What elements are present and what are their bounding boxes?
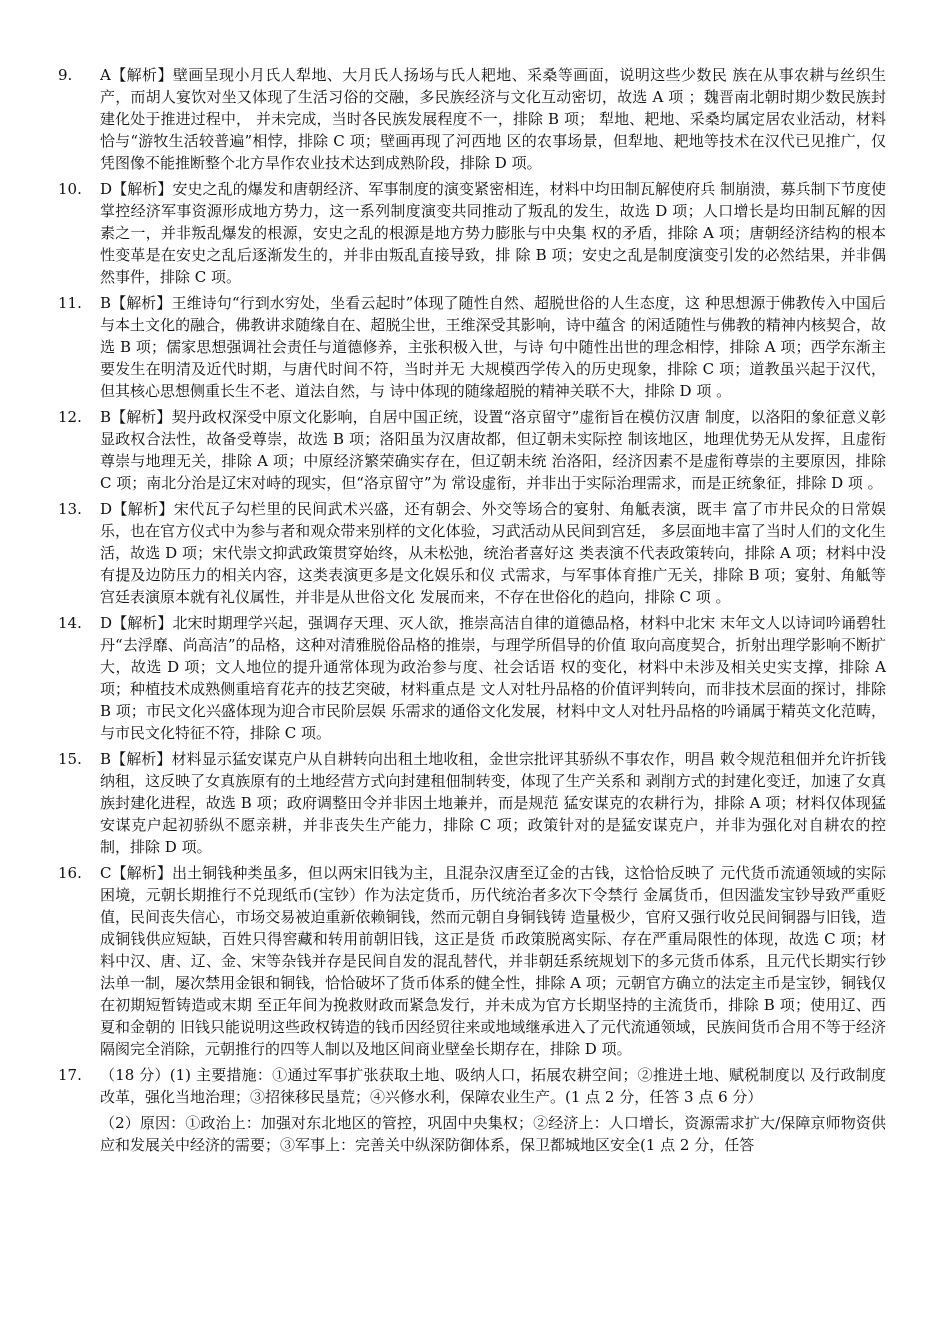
list-item [58, 612, 886, 744]
analysis-text: 契丹政权深受中原文化影响，自居中国正统，设置“洛京留守”虚衔旨在模仿汉唐 制度，以洛阳的象征意义彰显政权合法性，故备受尊崇，故选 B 项；洛阳虽为汉唐故都，但辽朝未实际控 制该地区，地理优势无从发挥，且虚衔尊崇与地理无关，排除 A 项；中原经济繁荣确实存在，但辽朝未统 治洛阳，经济因素不是虚衔尊崇的主要原因，排除 C 项；南北分治是辽宋对峙的现实，但“洛京留守”为 常设虚衔，并非出于实际治理需求，而是正统象征，排除 D 项 。 [100, 408, 886, 492]
analysis-tag: 【解析】 [111, 294, 172, 312]
item-number: 14. [58, 614, 82, 632]
answer-letter: B [100, 408, 112, 426]
analysis-text: 出土铜钱种类虽多，但以两宋旧钱为主，且混杂汉唐至辽金的古钱，这恰恰反映了 元代货币流通领域的实际困境，元朝长期推行不兑现纸币(宝钞）作为法定货币，历代统治者多次下令禁行 金属货币，但因滥发宝钞导致严重贬值，民间丧失信心，市场交易被迫重新依赖铜钱，然而元朝自身铜钱铸 造量极少，官府又强行收兑民间铜器与旧钱，造成铜钱供应短缺，百姓只得窖藏和转用前朝旧钱，这正是货 币政策脱离实际、存在严重局限性的体现，故选 C 项；材料中汉、唐、辽、金、宋等杂钱并存是民间自发的混乱替代，并非朝廷系统规划下的多元货币体系，且元代长期实行钞法单一制，屡次禁用金银和铜钱，恰恰破坏了货币体系的健全性，排除 A 项；元朝官方确立的法定主币是宝钞，铜钱仅在初期短暂铸造或末期 至正年间为挽救财政而紧急发行，并未成为官方长期坚持的主流货币，排除 B 项；使用辽、西夏和金朝的 旧钱只能说明这些政权铸造的钱币因经贸往来或地域继承进入了元代流通领域，民族间货币合用不等于经济 隔阂完全消除，元朝推行的四等人制以及地区间商业壁垒长期存在，排除 D 项。 [100, 864, 886, 1058]
list-item [58, 406, 886, 494]
answer-letter: D [100, 180, 113, 198]
list-item [58, 64, 886, 174]
analysis-tag: 【解析】 [111, 864, 172, 882]
item-number: 11. [58, 294, 82, 312]
list-item [58, 1064, 886, 1108]
list-item [58, 498, 886, 608]
item-17-part-2: （2）原因：①政治上：加强对东北地区的管控，巩固中央集权；②经济上：人口增长，资源需求扩大/保障京师物资供应和发展关中经济的需要；③军事上：完善关中纵深防御体系，保卫都城地区安全(1 点 2 分，任答 [100, 1114, 886, 1154]
item-number: 12. [58, 408, 82, 426]
answer-letter: B [100, 294, 112, 312]
answer-letter: A [100, 66, 111, 84]
answer-explanations [58, 64, 886, 1156]
item-number: 16. [58, 864, 82, 882]
analysis-text: 王维诗句“行到水穷处，坐看云起时”体现了随性自然、超脱世俗的人生态度，这 种思想源于佛教传入中国后与本土文化的融合，佛教讲求随缘自在、超脱尘世，王维深受其影响，诗中蕴含 的闲适随性与佛教的精神内核契合，故选 B 项；儒家思想强调社会责任与道德修养，主张积极入世，与诗 句中随性出世的理念相悖，排除 A 项；西学东渐主要发生在明清及近代时期，与唐代时间不符，当时并无 大规模西学传入的历史现象，排除 C 项；道教虽兴起于汉代，但其核心思想侧重长生不老、道法自然，与 诗中体现的随缘超脱的精神关联不大，排除 D 项 。 [100, 294, 886, 400]
list-item [58, 292, 886, 402]
answer-letter: D [100, 614, 113, 632]
analysis-text: （18 分）(1) 主要措施：①通过军事扩张获取土地、吸纳人口，拓展农耕空间；②推进土地、赋税制度以 及行政制度改革，强化当地治理；③招徕移民垦荒；④兴修水利，保障农业生产。(1 点 2 分，任答 3 点 6 分） [100, 1066, 886, 1106]
analysis-text: 北宋时期理学兴起，强调存天理、灭人欲，推崇高洁自律的道德品格，材料中北宋 末年文人以诗词吟诵碧牡丹“去浮靡、尚高洁”的品格，这种对清雅脱俗品格的推崇，与理学所倡导的价值 取向高度契合，折射出理学影响不断扩大，故选 D 项；文人地位的提升通常体现为政治参与度、社会话语 权的变化，材料中未涉及相关史实支撑，排除 A 项；种植技术成熟侧重培育花卉的技艺突破，材料重点是 文人对牡丹品格的价值评判转向，而非技术层面的探讨，排除 B 项；市民文化兴盛体现为迎合市民阶层娱 乐需求的通俗文化发展，材料中文人对牡丹品格的吟诵属于精英文化范畴，与市民文化特征不符，排除 C 项。 [100, 614, 886, 742]
item-number: 15. [58, 750, 82, 768]
analysis-tag: 【解析】 [111, 408, 172, 426]
item-number: 17. [58, 1066, 82, 1084]
answer-letter: B [100, 750, 112, 768]
analysis-text: 宋代瓦子勾栏里的民间武术兴盛，还有朝会、外交等场合的宴射、角觝表演，既丰 富了市井民众的日常娱乐，也在官方仪式中为参与者和观众带来别样的文化体验，习武活动从民间到宫廷， 多层面地丰富了当时人们的文化生活，故选 D 项；宋代崇文抑武政策贯穿始终，从未松弛，统治者喜好这 类表演不代表政策转向，排除 A 项；材料中没有提及边防压力的相关内容，这类表演更多是文化娱乐和仪 式需求，与军事体育推广无关，排除 B 项；宴射、角觝等宫廷表演原本就有礼仪属性，并非是从世俗文化 发展而来，不存在世俗化的趋向，排除 C 项 。 [100, 500, 886, 606]
analysis-tag: 【解析】 [111, 750, 172, 768]
list-item [58, 862, 886, 1060]
analysis-tag: 【解析】 [112, 500, 174, 518]
answer-letter: D [100, 500, 113, 518]
analysis-tag: 【解析】 [112, 180, 173, 198]
analysis-text: 安史之乱的爆发和唐朝经济、军事制度的演变紧密相连，材料中均田制瓦解使府兵 制崩溃，募兵制下节度使掌控经济军事资源形成地方势力，这一系列制度演变共同推动了叛乱的发生，故选 D 项；人口增长是均田制瓦解的因素之一，并非叛乱爆发的根源，安史之乱的根源是地方势力膨胀与中央集 权的矛盾，排除 A 项；唐朝经济结构的根本性变革是在安史之乱后逐渐发生的，并非由叛乱直接导致，排 除 B 项；安史之乱是制度演变引发的必然结果，并非偶然事件，排除 C 项。 [100, 180, 886, 286]
list-item [58, 178, 886, 288]
answer-letter: C [100, 864, 112, 882]
analysis-tag: 【解析】 [112, 614, 173, 632]
item-number: 10. [58, 180, 82, 198]
item-number: 9. [58, 66, 73, 84]
item-number: 13. [58, 500, 82, 518]
analysis-text: 材料显示猛安谋克户从自耕转向出租土地收租，金世宗批评其骄纵不事农作，明昌 敕令规范租佃并允许折钱纳租，这反映了女真族原有的土地经营方式向封建租佃制转变，体现了生产关系和 剥削方式的封建化变迁，加速了女真族封建化进程，故选 B 项；政府调整田令并非因土地兼并，而是规范 猛安谋克的农耕行为，排除 A 项；材料仅体现猛安谋克户起初骄纵不愿亲耕，并非丧失生产能力，排除 C 项；政策针对的是猛安谋克户，并非为强化对自耕农的控制，排除 D 项。 [100, 750, 886, 856]
analysis-text: 壁画呈现小月氏人犁地、大月氏人扬场与氏人耙地、采桑等画面，说明这些少数民 族在从事农耕与丝织生产，而胡人宴饮对坐又体现了生活习俗的交融，多民族经济与文化互动密切，故选 A 项 ；魏晋南北朝时期少数民族封建化处于推进过程中， 并未完成，当时各民族发展程度不一，排除 B 项； 犁地、耙地、采桑均属定居农业活动，材料恰与“游牧生活较普遍”相悖，排除 C 项；壁画再现了河西地 区的农事场景，但犁地、耙地等技术在汉代已见推广，仅凭图像不能推断整个北方旱作农业技术达到成熟阶段，排除 D 项。 [100, 66, 886, 172]
list-item [58, 748, 886, 858]
analysis-tag: 【解析】 [110, 66, 173, 84]
